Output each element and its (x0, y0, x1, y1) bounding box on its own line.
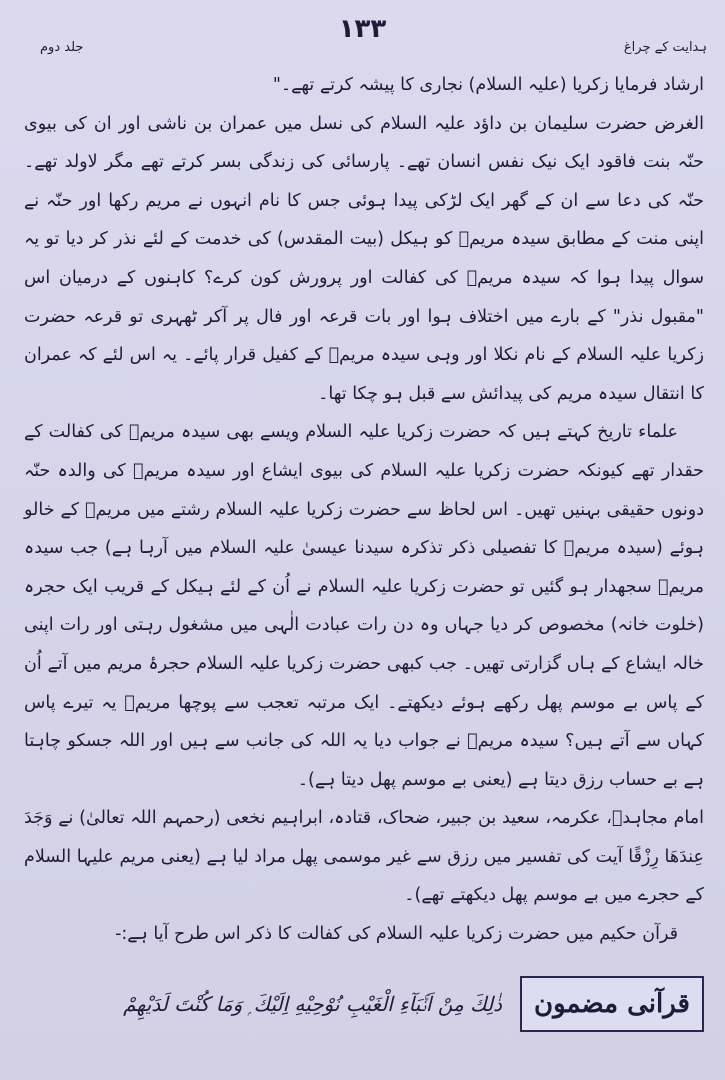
quran-verse: ذٰلِكَ مِنْ اَنْۢبَآءِ الْغَيْبِ نُوْحِيْهِ اِلَيْكَ ۭ وَمَا كُنْتَ لَدَيْهِمْ (123, 992, 502, 1016)
body-text (24, 66, 704, 954)
paragraph-1: ارشاد فرمایا زکریا (علیہ السلام) نجاری کا پیشہ کرتے تھے۔" (272, 75, 704, 95)
paragraph-5: قرآن حکیم میں حضرت زکریا علیہ السلام کی کفالت کا ذکر اس طرح آیا ہے:- (115, 924, 678, 945)
paragraph-3: علماء تاریخ کہتے ہیں کہ حضرت زکریا علیہ السلام ویسے بھی سیدہ مریمؑ کی کفالت کے حقدار تھے کیونکہ حضرت زکریا علیہ السلام کی بیوی ایشاع اور سیدہ مریمؑ کی والدہ حنّہ دونوں حقیقی بہنیں تھیں۔ اس لحاظ سے حضرت زکریا علیہ السلام رشتے میں مریمؑ کے خالو ہوئے (سیدہ مریمؑ کا تفصیلی ذکر تذکرہ سیدنا عیسیٰ علیہ السلام میں آرہا ہے) جب سیدہ مریمؑ سجھدار ہو گئیں تو حضرت زکریا علیہ السلام نے اُن کے لئے ہیکل کے قریب ایک حجرہ (خلوت خانہ) مخصوص کر دیا جہاں وہ دن رات عبادت الٰہی میں مشغول رہتی اور رات اپنی خالہ ایشاع کے ہاں گزارتی تھیں۔ جب کبھی حضرت زکریا علیہ السلام حجرۂ مریم میں آتے اُن کے پاس بے موسم پھل رکھے ہوئے دیکھتے۔ ایک مرتبہ تعجب سے پوچھا مریمؑ یہ تیرے پاس کہاں سے آتے ہیں؟ سیدہ مریمؑ نے جواب دیا یہ اللہ کی جانب سے ہیں اور اللہ جسکو چاہتا ہے بے حساب رزق دیتا ہے (یعنی بے موسم پھل دیتا ہے)۔ (24, 422, 704, 790)
quran-section (24, 968, 704, 1040)
quran-label: قرآنی مضمون (520, 976, 704, 1032)
book-title: ہدایت کے چراغ (623, 40, 707, 55)
page-number: ۱۳۳ (338, 14, 387, 44)
volume-label: جلد دوم (40, 40, 84, 55)
paragraph-2: الغرض حضرت سلیمان بن داؤد علیہ السلام کی نسل میں عمران بن ناشی اور ان کی بیوی حنّہ بنت فاقود ایک نیک نفس انسان تھے۔ پارسائی کی زندگی بسر کرتے تھے مگر لاولد تھے۔ حنّہ کی دعا سے ان کے گھر ایک لڑکی پیدا ہوئی جس کا نام انہوں نے مریم رکھا اور حنّہ نے اپنی منت کے مطابق سیدہ مریمؑ کو ہیکل (بیت المقدس) کی خدمت کے لئے نذر کر دیا تو یہ سوال پیدا ہوا کہ سیدہ مریمؑ کی کفالت اور پرورش کون کرے؟ کاہنوں کے درمیان اس "مقبول نذر" کے بارے میں اختلاف ہوا اور بات قرعہ اور فال پر آکر ٹھہری تو قرعہ حضرت زکریا علیہ السلام کے نام نکلا اور وہی سیدہ مریمؑ کے کفیل قرار پائے۔ یہ اس لئے کہ عمران کا انتقال سیدہ مریم کی پیدائش سے قبل ہو چکا تھا۔ (24, 113, 704, 404)
paragraph-4: امام مجاہدؒ، عکرمہ، سعید بن جبیر، ضحاک، قتادہ، ابراہیم نخعی (رحمہم اللہ تعالیٰ) نے وَجَدَ عِندَهَا رِزْقًا آیت کی تفسیر میں رزق سے غیر موسمی پھل مراد لیا ہے (یعنی مریم علیہا السلام کے حجرے میں بے موسم پھل دیکھتے تھے)۔ (24, 808, 704, 906)
